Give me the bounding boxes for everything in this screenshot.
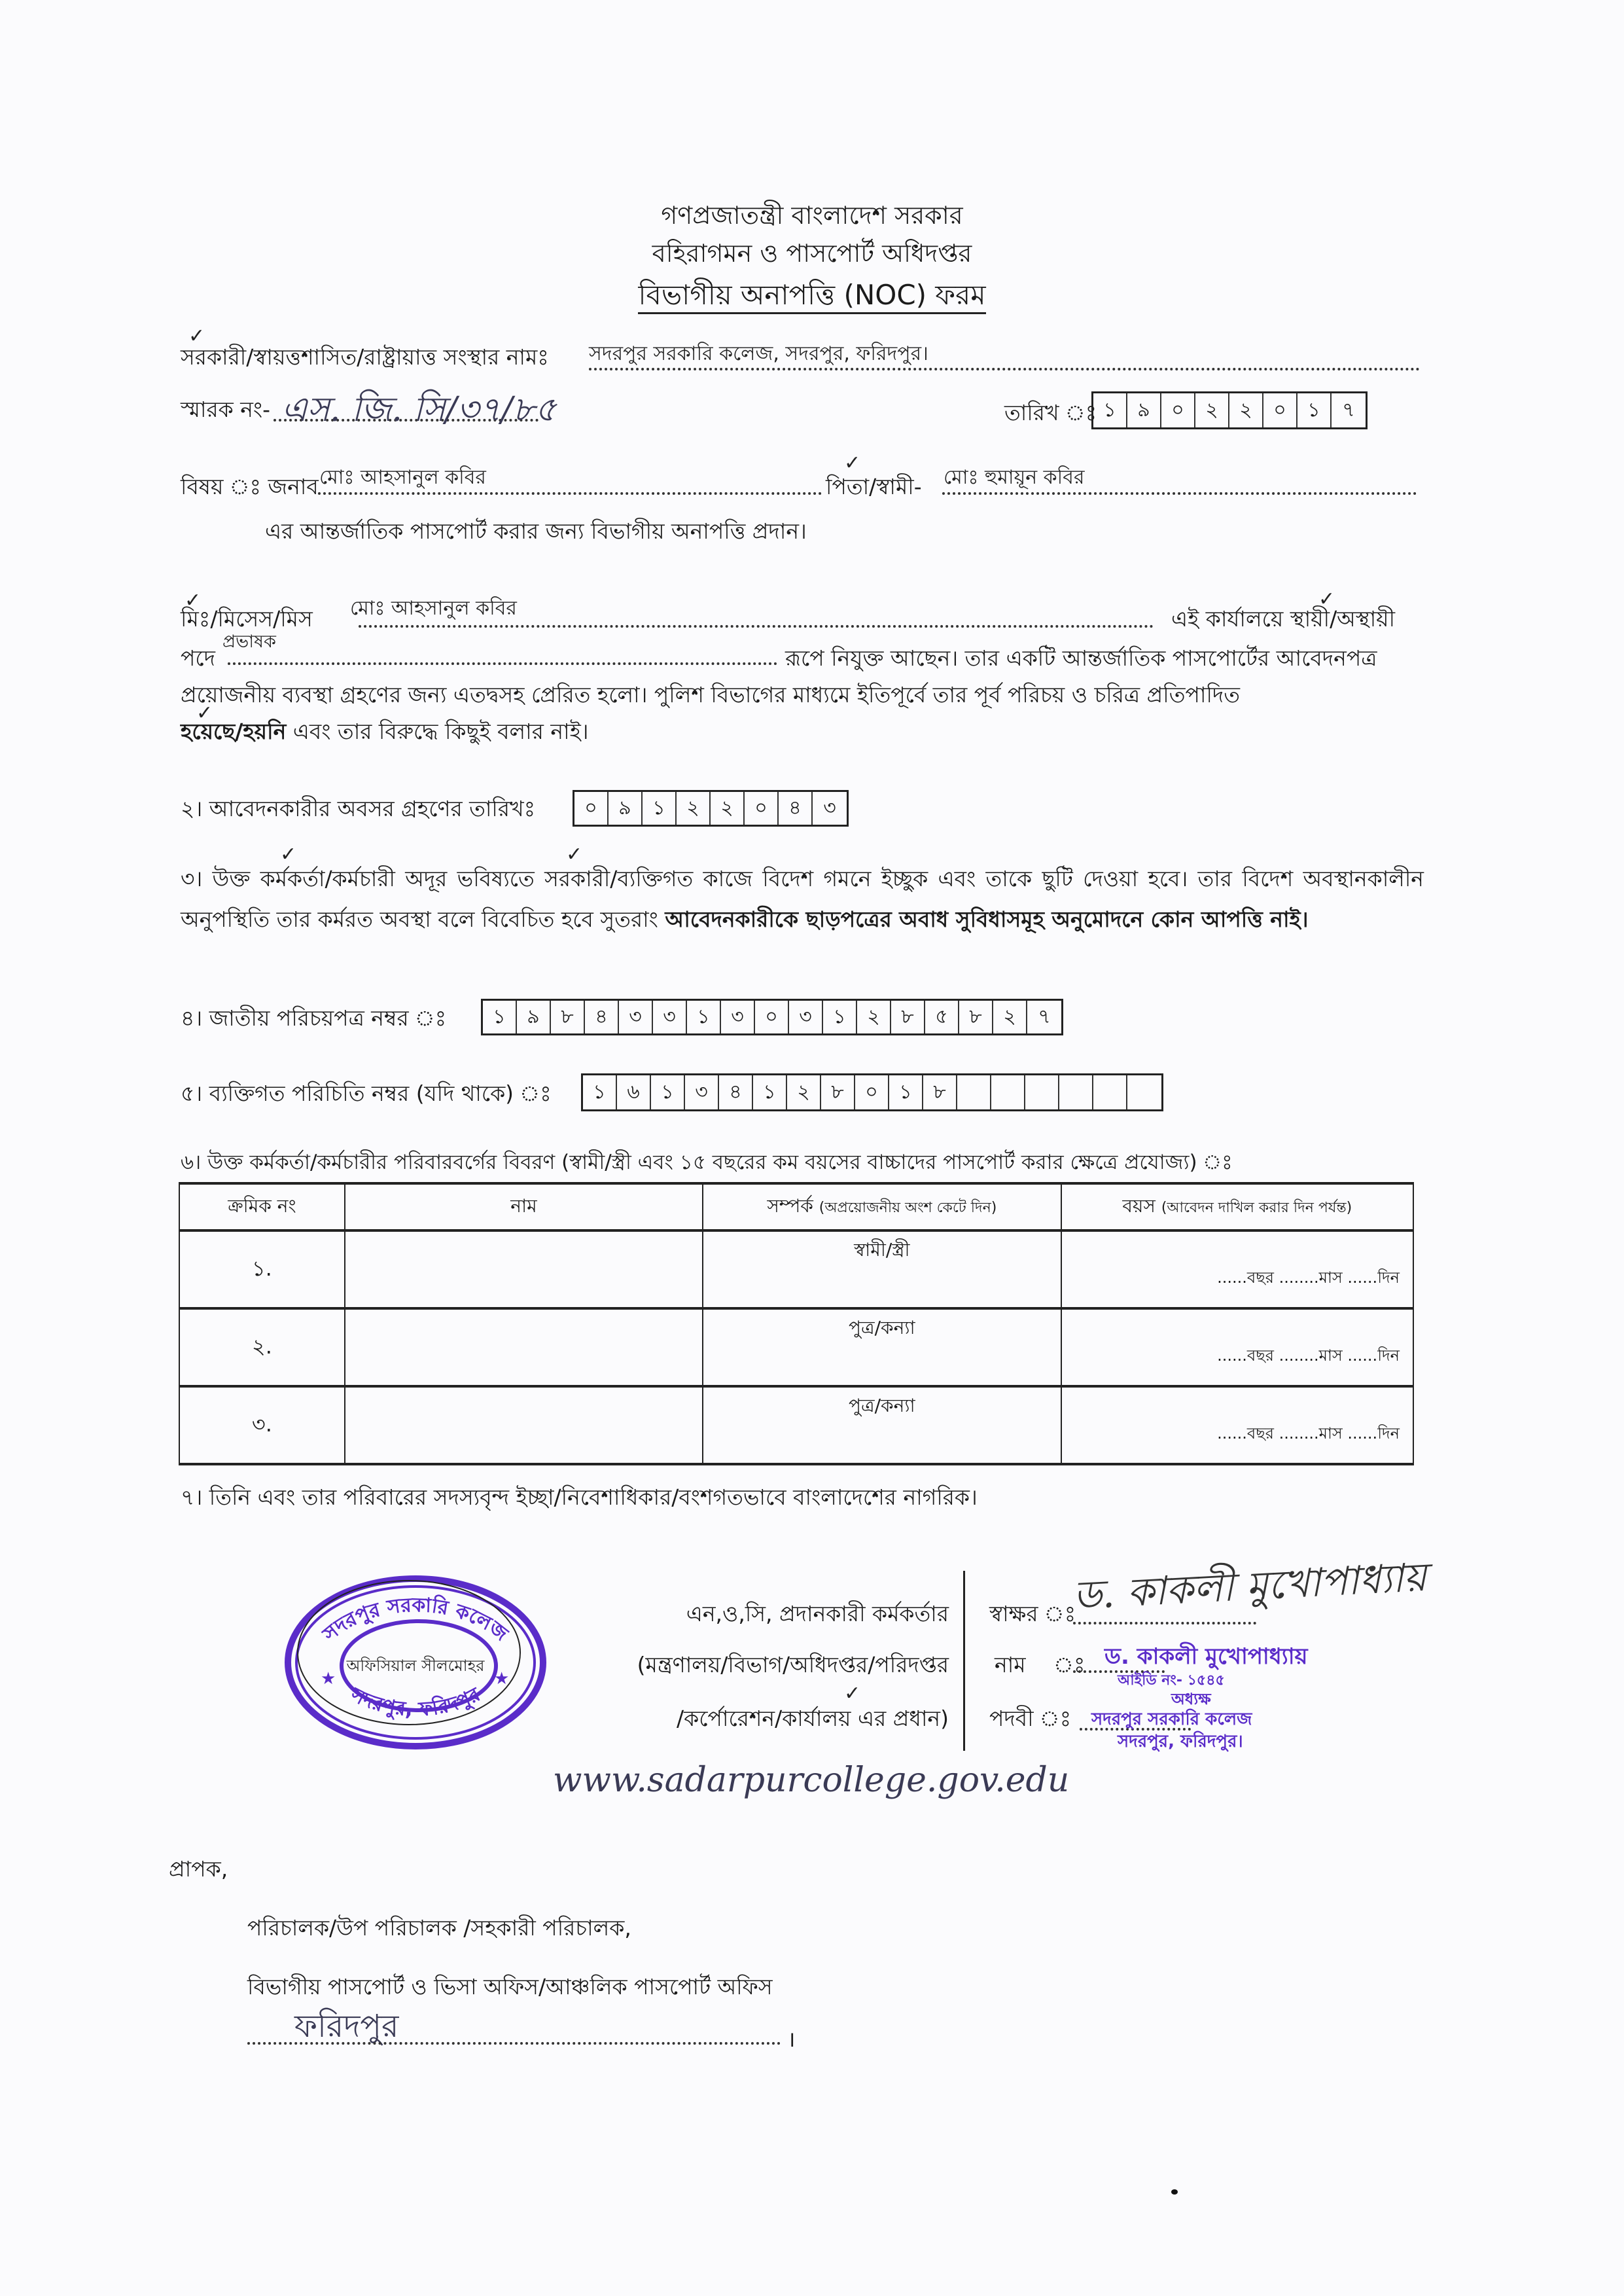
- applicant-name-line: [318, 492, 822, 495]
- digit-box[interactable]: ৪: [585, 1001, 619, 1033]
- digit-box[interactable]: ১: [643, 792, 677, 825]
- digit-box[interactable]: ৯: [1127, 393, 1161, 427]
- seal-inner-text: অফিসিয়াল সীলমোহর: [346, 1657, 485, 1675]
- applicant-name[interactable]: মোঃ আহসানুল কবির: [319, 466, 486, 489]
- digit-box[interactable]: ১: [483, 1001, 517, 1033]
- digit-box[interactable]: ৩: [721, 1001, 755, 1033]
- memo-label: স্মারক নং-: [181, 397, 271, 422]
- father-label: পিতা/স্বামী-: [826, 474, 922, 499]
- post-line: [228, 662, 777, 665]
- digit-box[interactable]: [1127, 1075, 1161, 1109]
- relation-cell[interactable]: পুত্র/কন্যা: [703, 1308, 1061, 1386]
- divider-line: [963, 1571, 965, 1751]
- age-value[interactable]: ......বছর ........মাস ......দিন: [1217, 1268, 1400, 1287]
- name-cell[interactable]: [345, 1230, 703, 1308]
- citizenship-statement: ৭। তিনি এবং তার পরিবারের সদস্যবৃন্দ ইচ্ছা/নিবেশাধিকার/বংশগতভাবে বাংলাদেশের নাগরিক।: [181, 1484, 978, 1510]
- age-cell[interactable]: [1061, 1308, 1413, 1386]
- digit-box[interactable]: [1059, 1075, 1093, 1109]
- title-stamp: অধ্যক্ষ: [1171, 1690, 1211, 1708]
- signature: ড. কাকলী মুখোপাধ্যায়: [1072, 1554, 1428, 1619]
- family-table: [179, 1182, 1414, 1465]
- body-line4: [181, 715, 589, 751]
- digit-box[interactable]: ০: [855, 1075, 889, 1109]
- date-label: তারিখ ঃ: [1004, 400, 1097, 425]
- digit-box[interactable]: ২: [857, 1001, 891, 1033]
- website-handwritten: www.sadarpurcollege.gov.edu: [553, 1761, 1070, 1800]
- appointed-text: রূপে নিযুক্ত আছেন। তার একটি আন্তর্জাতিক পাসপোর্টের আবেদনপত্র: [785, 645, 1377, 671]
- digit-box[interactable]: ১: [1297, 393, 1332, 427]
- serial-cell: ২.: [179, 1308, 345, 1386]
- item3-text: ৩। উক্ত কর্মকর্তা/কর্মচারী অদূর ভবিষ্যতে সরকারী/ব্যক্তিগত কাজে বিদেশ গমনে ইচ্ছুক এবং তাকে ছুটি দেওয়া হবে। তার বিদেশ অবস্থানকালীন অনুপস্থিতি তার কর্মরত অবস্থা বলে বিবেচিত হবে সুতরাং: [181, 866, 1424, 932]
- org-name-line: [589, 368, 1420, 370]
- relation-cell[interactable]: পুত্র/কন্যা: [703, 1386, 1061, 1464]
- digit-box[interactable]: ৮: [891, 1001, 925, 1033]
- digit-box[interactable]: ৩: [619, 1001, 653, 1033]
- digit-box[interactable]: ১: [583, 1075, 617, 1109]
- salutation-label: মিঃ/মিসেস/মিস: [181, 606, 313, 632]
- retirement-date-label: ২। আবেদনকারীর অবসর গ্রহণের তারিখঃ: [181, 796, 536, 821]
- digit-box[interactable]: ৩: [789, 1001, 823, 1033]
- name-cell[interactable]: [345, 1386, 703, 1464]
- digit-box[interactable]: ০: [574, 792, 609, 825]
- digit-box[interactable]: ৭: [1038, 1005, 1051, 1028]
- check-mark-icon: ✓: [280, 843, 297, 866]
- col-age: বয়স (আবেদন দাখিল করার দিন পর্যন্ত): [1061, 1183, 1413, 1230]
- id-stamp: আইডি নং- ১৫৪৫: [1118, 1672, 1225, 1689]
- item3-paragraph: [181, 859, 1424, 940]
- post-value[interactable]: প্রভাষক: [222, 632, 276, 652]
- nid-label: ৪। জাতীয় পরিচয়পত্র নম্বর ঃ: [181, 1005, 447, 1031]
- digit-box[interactable]: ২: [787, 1075, 821, 1109]
- seal-bottom-text: সদরপুর, ফরিদপুর: [347, 1683, 484, 1721]
- recipient-city-line: [247, 2042, 781, 2045]
- item3-bold-text: আবেদনকারীকে ছাড়পত্রের অবাধ সুবিধাসমূহ অনুমোদনে কোন আপত্তি নাই।: [665, 906, 1309, 932]
- table-row: [179, 1230, 1413, 1308]
- relation-cell[interactable]: স্বামী/স্ত্রী: [703, 1230, 1061, 1308]
- subject-label: বিষয় ঃ জনাব: [181, 474, 319, 499]
- ink-speck: [1171, 2189, 1178, 2195]
- digit-box[interactable]: ৪: [779, 792, 813, 825]
- father-name-line: [942, 492, 1417, 495]
- name-label: নাম: [995, 1652, 1026, 1677]
- name-cell[interactable]: [345, 1308, 703, 1386]
- signatory-desc-2: (মন্ত্রণালয়/বিভাগ/অধিদপ্তর/পরিদপ্তর: [637, 1652, 949, 1677]
- name-colon: ঃ: [1053, 1652, 1086, 1677]
- nid-boxes[interactable]: [481, 999, 1063, 1035]
- digit-box[interactable]: [1093, 1075, 1127, 1109]
- department-header: বহিরাগমন ও পাসপোর্ট অধিদপ্তর: [652, 239, 972, 268]
- recipient-city[interactable]: ফরিদপুর: [294, 2008, 399, 2045]
- digit-box[interactable]: ৮: [959, 1001, 993, 1033]
- police-verification-option[interactable]: হয়েছে/হয়নি: [181, 719, 287, 744]
- signature-label: স্বাক্ষর ঃ: [989, 1601, 1076, 1626]
- serial-cell: ১.: [179, 1230, 345, 1308]
- digit-box[interactable]: [957, 1075, 991, 1109]
- subject-line2: এর আন্তর্জাতিক পাসপোর্ট করার জন্য বিভাগীয় অনাপত্তি প্রদান।: [265, 518, 807, 544]
- digit-box[interactable]: ২: [993, 1001, 1027, 1033]
- digit-box[interactable]: ২: [1195, 393, 1229, 427]
- check-mark-icon: ✓: [1318, 588, 1335, 611]
- signatory-desc-3: /কর্পোরেশন/কার্যালয় এর প্রধান): [677, 1706, 949, 1731]
- digit-box[interactable]: ১: [687, 1001, 721, 1033]
- org-name-label: সরকারী/স্বায়ত্তশাসিত/রাষ্ট্রায়াত্ত সংস্থার নামঃ: [181, 344, 549, 370]
- age-value[interactable]: ......বছর ........মাস ......দিন: [1217, 1346, 1400, 1365]
- digit-box[interactable]: ৯: [609, 792, 643, 825]
- digit-box[interactable]: ০: [1263, 393, 1297, 427]
- table-row: [179, 1386, 1413, 1464]
- digit-box[interactable]: ৬: [617, 1075, 651, 1109]
- post-label: পদে: [181, 645, 215, 671]
- digit-box[interactable]: ৩: [653, 1001, 687, 1033]
- digit-box[interactable]: ১: [753, 1075, 787, 1109]
- signatory-desc-1: এন,ও,সি, প্রদানকারী কর্মকর্তার: [686, 1601, 949, 1626]
- digit-box[interactable]: ৩: [685, 1075, 719, 1109]
- govt-header: গণপ্রজাতন্ত্রী বাংলাদেশ সরকার: [661, 201, 963, 230]
- personal-id-label: ৫। ব্যক্তিগত পরিচিতি নম্বর (যদি থাকে) ঃ: [181, 1081, 552, 1106]
- check-mark-icon: ✓: [196, 702, 213, 725]
- body-line4-rest: এবং তার বিরুদ্ধে কিছুই বলার নাই।: [292, 719, 589, 744]
- digit-box[interactable]: ৪: [719, 1075, 753, 1109]
- digit-box[interactable]: ২: [711, 792, 745, 825]
- age-cell[interactable]: [1061, 1230, 1413, 1308]
- age-value[interactable]: ......বছর ........মাস ......দিন: [1217, 1424, 1400, 1443]
- office-status-text: এই কার্যালয়ে স্থায়ী/অস্থায়ী: [1171, 606, 1396, 632]
- recipient-end-mark: ।: [787, 2026, 796, 2052]
- digit-box[interactable]: ৫: [925, 1001, 959, 1033]
- digit-box[interactable]: ০: [755, 1001, 789, 1033]
- table-row: [179, 1308, 1413, 1386]
- check-mark-icon: ✓: [185, 589, 202, 612]
- digit-box[interactable]: ৮: [923, 1075, 957, 1109]
- date-boxes[interactable]: [1091, 391, 1368, 429]
- digit-box[interactable]: ৮: [551, 1001, 585, 1033]
- recipient-label: প্রাপক,: [169, 1856, 228, 1882]
- col-name: নাম: [345, 1183, 703, 1230]
- person-name[interactable]: মোঃ আহসানুল কবির: [350, 597, 517, 620]
- official-seal: [281, 1568, 550, 1751]
- memo-number[interactable]: এস. জি. সি/৩৭/৮৫: [281, 390, 557, 429]
- recipient-line1: পরিচালক/উপ পরিচালক /সহকারী পরিচালক,: [247, 1915, 631, 1941]
- digit-box[interactable]: ০: [1161, 393, 1195, 427]
- retirement-date-boxes[interactable]: [573, 790, 849, 827]
- digit-box[interactable]: ১: [889, 1075, 923, 1109]
- digit-box[interactable]: ২: [677, 792, 711, 825]
- org-stamp-1: সদরপুর সরকারি কলেজ: [1091, 1710, 1252, 1729]
- serial-cell: ৩.: [179, 1386, 345, 1464]
- recipient-line2: বিভাগীয় পাসপোর্ট ও ভিসা অফিস/আঞ্চলিক পাসপোর্ট অফিস: [247, 1974, 773, 2000]
- digit-box[interactable]: ১: [823, 1001, 857, 1033]
- digit-box[interactable]: ৩: [823, 796, 836, 819]
- check-mark-icon: ✓: [844, 452, 861, 475]
- person-name-line: [359, 625, 1154, 628]
- check-mark-icon: ✓: [566, 843, 583, 866]
- svg-text:★: ★: [494, 1669, 510, 1689]
- digit-box[interactable]: ১: [651, 1075, 685, 1109]
- personal-id-boxes[interactable]: [581, 1073, 1163, 1111]
- org-stamp-2: সদরপুর, ফরিদপুর।: [1118, 1732, 1243, 1751]
- svg-text:★: ★: [321, 1669, 336, 1689]
- family-details-label: ৬। উক্ত কর্মকর্তা/কর্মচারীর পরিবারবর্গের বিবরণ (স্বামী/স্ত্রী এবং ১৫ বছরের কম বয়সের বাচ্চাদের পাসপোর্ট করার ক্ষেত্রে প্রযোজ্য) ঃ: [181, 1151, 1233, 1174]
- check-mark-icon: ✓: [844, 1682, 861, 1705]
- digit-box[interactable]: [991, 1075, 1025, 1109]
- col-serial: ক্রমিক নং: [179, 1183, 345, 1230]
- digit-box[interactable]: ১: [1093, 393, 1127, 427]
- digit-box[interactable]: ০: [745, 792, 779, 825]
- digit-box[interactable]: ৭: [1342, 398, 1355, 422]
- designation-label: পদবী ঃ: [989, 1706, 1072, 1731]
- seal-top-text: সদরপুর সরকারি কলেজ: [318, 1593, 512, 1646]
- org-name-value[interactable]: সদরপুর সরকারি কলেজ, সদরপুর, ফরিদপুর।: [589, 342, 928, 365]
- father-name[interactable]: মোঃ হুমায়ূন কবির: [944, 466, 1085, 489]
- name-stamp: ড. কাকলী মুখোপাধ্যায়: [1104, 1643, 1308, 1670]
- check-mark-icon: ✓: [188, 325, 205, 348]
- digit-box[interactable]: [1025, 1075, 1059, 1109]
- digit-box[interactable]: ৯: [517, 1001, 551, 1033]
- digit-box[interactable]: ৮: [821, 1075, 855, 1109]
- digit-box[interactable]: ২: [1229, 393, 1263, 427]
- col-relation: সম্পর্ক (অপ্রয়োজনীয় অংশ কেটে দিন): [703, 1183, 1061, 1230]
- form-title: বিভাগীয় অনাপত্তি (NOC) ফরম: [0, 274, 1624, 320]
- age-cell[interactable]: [1061, 1386, 1413, 1464]
- body-line3: প্রয়োজনীয় ব্যবস্থা গ্রহণের জন্য এতদ্বসহ প্রেরিত হলো। পুলিশ বিভাগের মাধ্যমে ইতিপূর্বে তার পূর্ব পরিচয় ও চরিত্র প্রতিপাদিত: [181, 682, 1240, 708]
